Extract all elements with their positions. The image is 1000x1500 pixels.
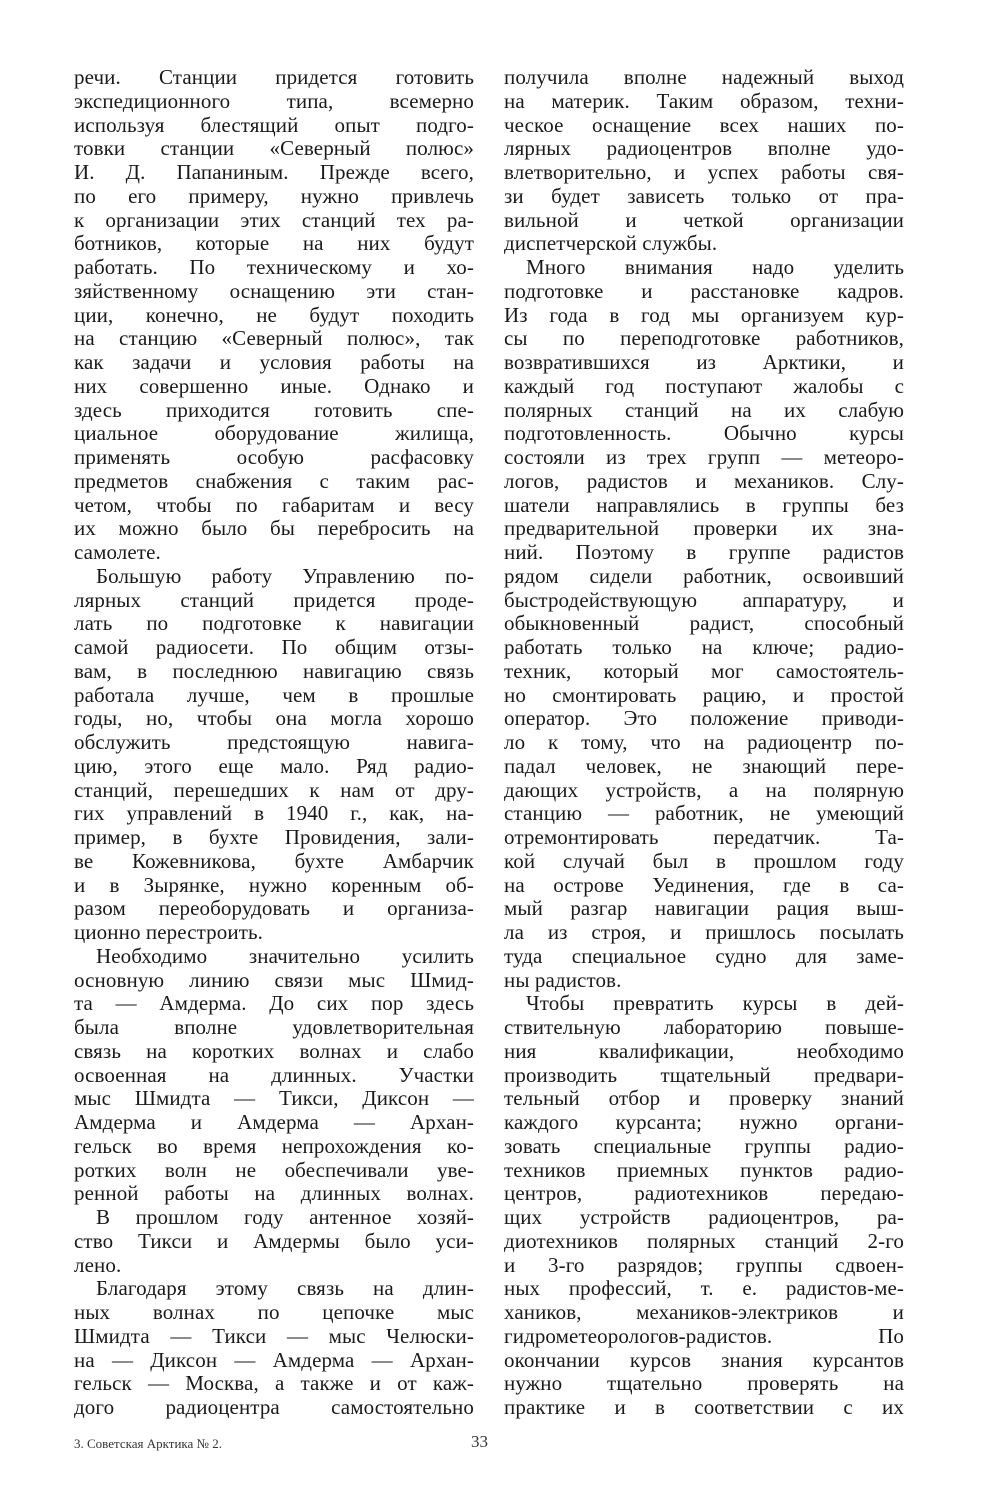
text-line: на — Диксон — Амдерма — Архан- [74, 1347, 474, 1372]
text-line: падал человек, не знающий пере- [504, 753, 904, 778]
text-line: каждый год поступают жалобы с [504, 373, 904, 398]
footer-signature: 3. Советская Арктика № 2. [74, 1436, 222, 1451]
text-line: и 3-го разрядов; группы сдвоен- [504, 1252, 904, 1277]
text-line: ве Кожевникова, бухте Амбарчик [74, 848, 474, 873]
text-line: каждого курсанта; нужно органи- [504, 1110, 904, 1134]
text-line: зи будет зависеть только от пра- [504, 183, 904, 208]
text-line: рядом сидели работник, освоивший [504, 563, 904, 588]
text-line: состояли из трех групп — метеоро- [504, 445, 904, 469]
text-line: гих управлений в 1940 г., как, на- [74, 801, 474, 826]
text-line: ции, конечно, не будут походить [74, 302, 474, 327]
text-line: ческое оснащение всех наших по- [504, 112, 904, 137]
text-line: полярных станций на их слабую [504, 397, 904, 422]
text-line: ботников, которые на них будут [74, 231, 474, 256]
text-line: них совершенно иные. Однако и [74, 373, 474, 398]
text-line: здесь приходится готовить спе- [74, 397, 474, 422]
text-line: ных профессий, т. е. радистов-ме- [504, 1276, 904, 1301]
text-line: логов, радистов и механиков. Слу- [504, 468, 904, 493]
text-line: подготовленность. Обычно курсы [504, 421, 904, 446]
text-line: по его примеру, нужно привлечь [74, 183, 474, 208]
text-line: речи. Станции придется готовить [74, 65, 474, 89]
text-line: лярных станций придется проде- [74, 587, 474, 612]
text-line: четом, чтобы по габаритам и весу [74, 492, 474, 517]
text-line: ствительную лабораторию повыше- [504, 1015, 904, 1039]
text-line: Из года в год мы организуем кур- [504, 302, 904, 327]
text-line: годы, но, чтобы она могла хорошо [74, 706, 474, 731]
text-line: ний. Поэтому в группе радистов [504, 540, 904, 564]
text-line: самолете. [74, 540, 161, 564]
text-line: дого радиоцентра самостоятельно [74, 1395, 474, 1419]
text-line: лярных радиоцентров вполне удо- [504, 136, 904, 161]
left-text-column [74, 66, 474, 1420]
text-line: Чтобы превратить курсы в дей- [526, 991, 904, 1016]
text-line: Шмидта — Тикси — мыс Челюски- [74, 1323, 474, 1348]
text-line: ство Тикси и Амдермы было уси- [74, 1228, 474, 1253]
text-line: пример, в бухте Провидения, зали- [74, 825, 474, 849]
text-line: работать. По техническому и хо- [74, 255, 474, 279]
text-line: диспетчерской службы. [504, 231, 718, 256]
text-line: но смонтировать рацию, и простой [504, 682, 904, 707]
text-line: связь на коротких волнах и слабо [74, 1038, 474, 1063]
text-line: циальное оборудование жилища, [74, 421, 474, 446]
text-line: дающих устройств, а на полярную [504, 777, 904, 802]
text-line: Много внимания надо уделить [526, 255, 904, 279]
text-line: ных волнах по цепочке мыс [74, 1300, 474, 1324]
text-line: практике и в соответствии с их [504, 1395, 904, 1419]
text-line: Необходимо значительно усилить [96, 943, 474, 968]
text-line: предварительной проверки их зна- [504, 516, 904, 541]
text-line: кой случай был в прошлом году [504, 848, 904, 873]
text-line: гельск — Москва, а также и от каж- [74, 1371, 474, 1396]
text-line: быстродействующую аппаратуру, и [504, 587, 904, 612]
text-line: вам, в последнюю навигацию связь [74, 658, 474, 683]
text-line: техник, который мог самостоятель- [504, 658, 904, 683]
text-line: диотехников полярных станций 2-го [504, 1228, 904, 1253]
text-line: как задачи и условия работы на [74, 350, 474, 374]
text-line: работала лучше, чем в прошлые [74, 682, 474, 707]
text-line: влетворительно, и успех работы свя- [504, 160, 904, 184]
text-line: И. Д. Папаниным. Прежде всего, [74, 160, 474, 184]
text-line: центров, радиотехников передаю- [504, 1181, 904, 1206]
text-line: хаников, механиков-электриков и [504, 1300, 904, 1324]
text-line: ренной работы на длинных волнах. [74, 1181, 474, 1206]
right-text-column [504, 66, 904, 1420]
text-line: самой радиосети. По общим отзы- [74, 635, 474, 659]
page-number: 33 [471, 1432, 488, 1451]
text-line: гидрометеорологов-радистов. По [504, 1323, 904, 1348]
text-line: нужно тщательно проверять на [504, 1371, 904, 1396]
text-line: В прошлом году антенное хозяй- [96, 1205, 474, 1229]
text-line: щих устройств радиоцентров, ра- [504, 1205, 904, 1229]
text-line: товки станции «Северный полюс» [74, 136, 474, 161]
text-line: зяйственному оснащению эти стан- [74, 278, 474, 303]
text-line: ны радистов. [504, 967, 622, 992]
text-line: была вполне удовлетворительная [74, 1015, 474, 1039]
text-line: применять особую расфасовку [74, 445, 474, 469]
text-line: к организации этих станций тех ра- [74, 207, 474, 232]
text-line: предметов снабжения с таким рас- [74, 468, 474, 493]
text-line: вильной и четкой организации [504, 207, 904, 232]
text-line: цию, этого еще мало. Ряд радио- [74, 753, 474, 778]
text-line: мыс Шмидта — Тикси, Диксон — [74, 1086, 474, 1111]
text-line: туда специальное судно для заме- [504, 943, 904, 968]
text-line: обслужить предстоящую навига- [74, 730, 474, 754]
text-line: оператор. Это положение приводи- [504, 706, 904, 731]
page-footer [74, 1432, 904, 1456]
text-line: ло к тому, что на радиоцентр по- [504, 730, 904, 754]
text-line: окончании курсов знания курсантов [504, 1347, 904, 1372]
text-line: возвратившихся из Арктики, и [504, 350, 904, 374]
text-line: лать по подготовке к навигации [74, 611, 474, 636]
text-line: экспедиционного типа, всемерно [74, 88, 474, 113]
text-line: подготовке и расстановке кадров. [504, 278, 904, 303]
text-line: тельный отбор и проверку знаний [504, 1086, 904, 1111]
text-line: станций, перешедших к нам от дру- [74, 777, 474, 802]
text-line: ния квалификации, необходимо [504, 1038, 904, 1063]
text-line: Большую работу Управлению по- [96, 563, 474, 588]
text-line: работать только на ключе; радио- [504, 635, 904, 659]
text-line: получила вполне надежный выход [504, 65, 904, 89]
text-line: техников приемных пунктов радио- [504, 1157, 904, 1182]
text-line: освоенная на длинных. Участки [74, 1062, 474, 1087]
text-line: и в Зырянке, нужно коренным об- [74, 872, 474, 897]
text-line: на станцию «Северный полюс», так [74, 326, 474, 351]
text-line: на острове Уединения, где в са- [504, 872, 904, 897]
text-line: разом переоборудовать и организа- [74, 896, 474, 921]
text-line: их можно было бы перебросить на [74, 516, 474, 541]
text-line: ла из строя, и пришлось посылать [504, 920, 904, 944]
text-line: мый разгар навигации рация выш- [504, 896, 904, 921]
text-line: ционно перестроить. [74, 920, 264, 944]
text-line: Амдерма и Амдерма — Архан- [74, 1110, 474, 1134]
text-line: основную линию связи мыс Шмид- [74, 967, 474, 992]
text-line: отремонтировать передатчик. Та- [504, 825, 904, 849]
text-line: та — Амдерма. До сих пор здесь [74, 991, 474, 1016]
text-line: на материк. Таким образом, техни- [504, 88, 904, 113]
text-line: используя блестящий опыт подго- [74, 112, 474, 137]
text-line: лено. [74, 1252, 122, 1277]
text-line: шатели направлялись в группы без [504, 492, 904, 517]
text-line: обыкновенный радист, способный [504, 611, 904, 636]
text-line: ротких волн не обеспечивали уве- [74, 1157, 474, 1182]
text-line: станцию — работник, не умеющий [504, 801, 904, 826]
text-line: Благодаря этому связь на длин- [96, 1276, 474, 1301]
text-line: зовать специальные группы радио- [504, 1133, 904, 1158]
text-line: производить тщательный предвари- [504, 1062, 904, 1087]
text-line: сы по переподготовке работников, [504, 326, 904, 351]
text-line: гельск во время непрохождения ко- [74, 1133, 474, 1158]
